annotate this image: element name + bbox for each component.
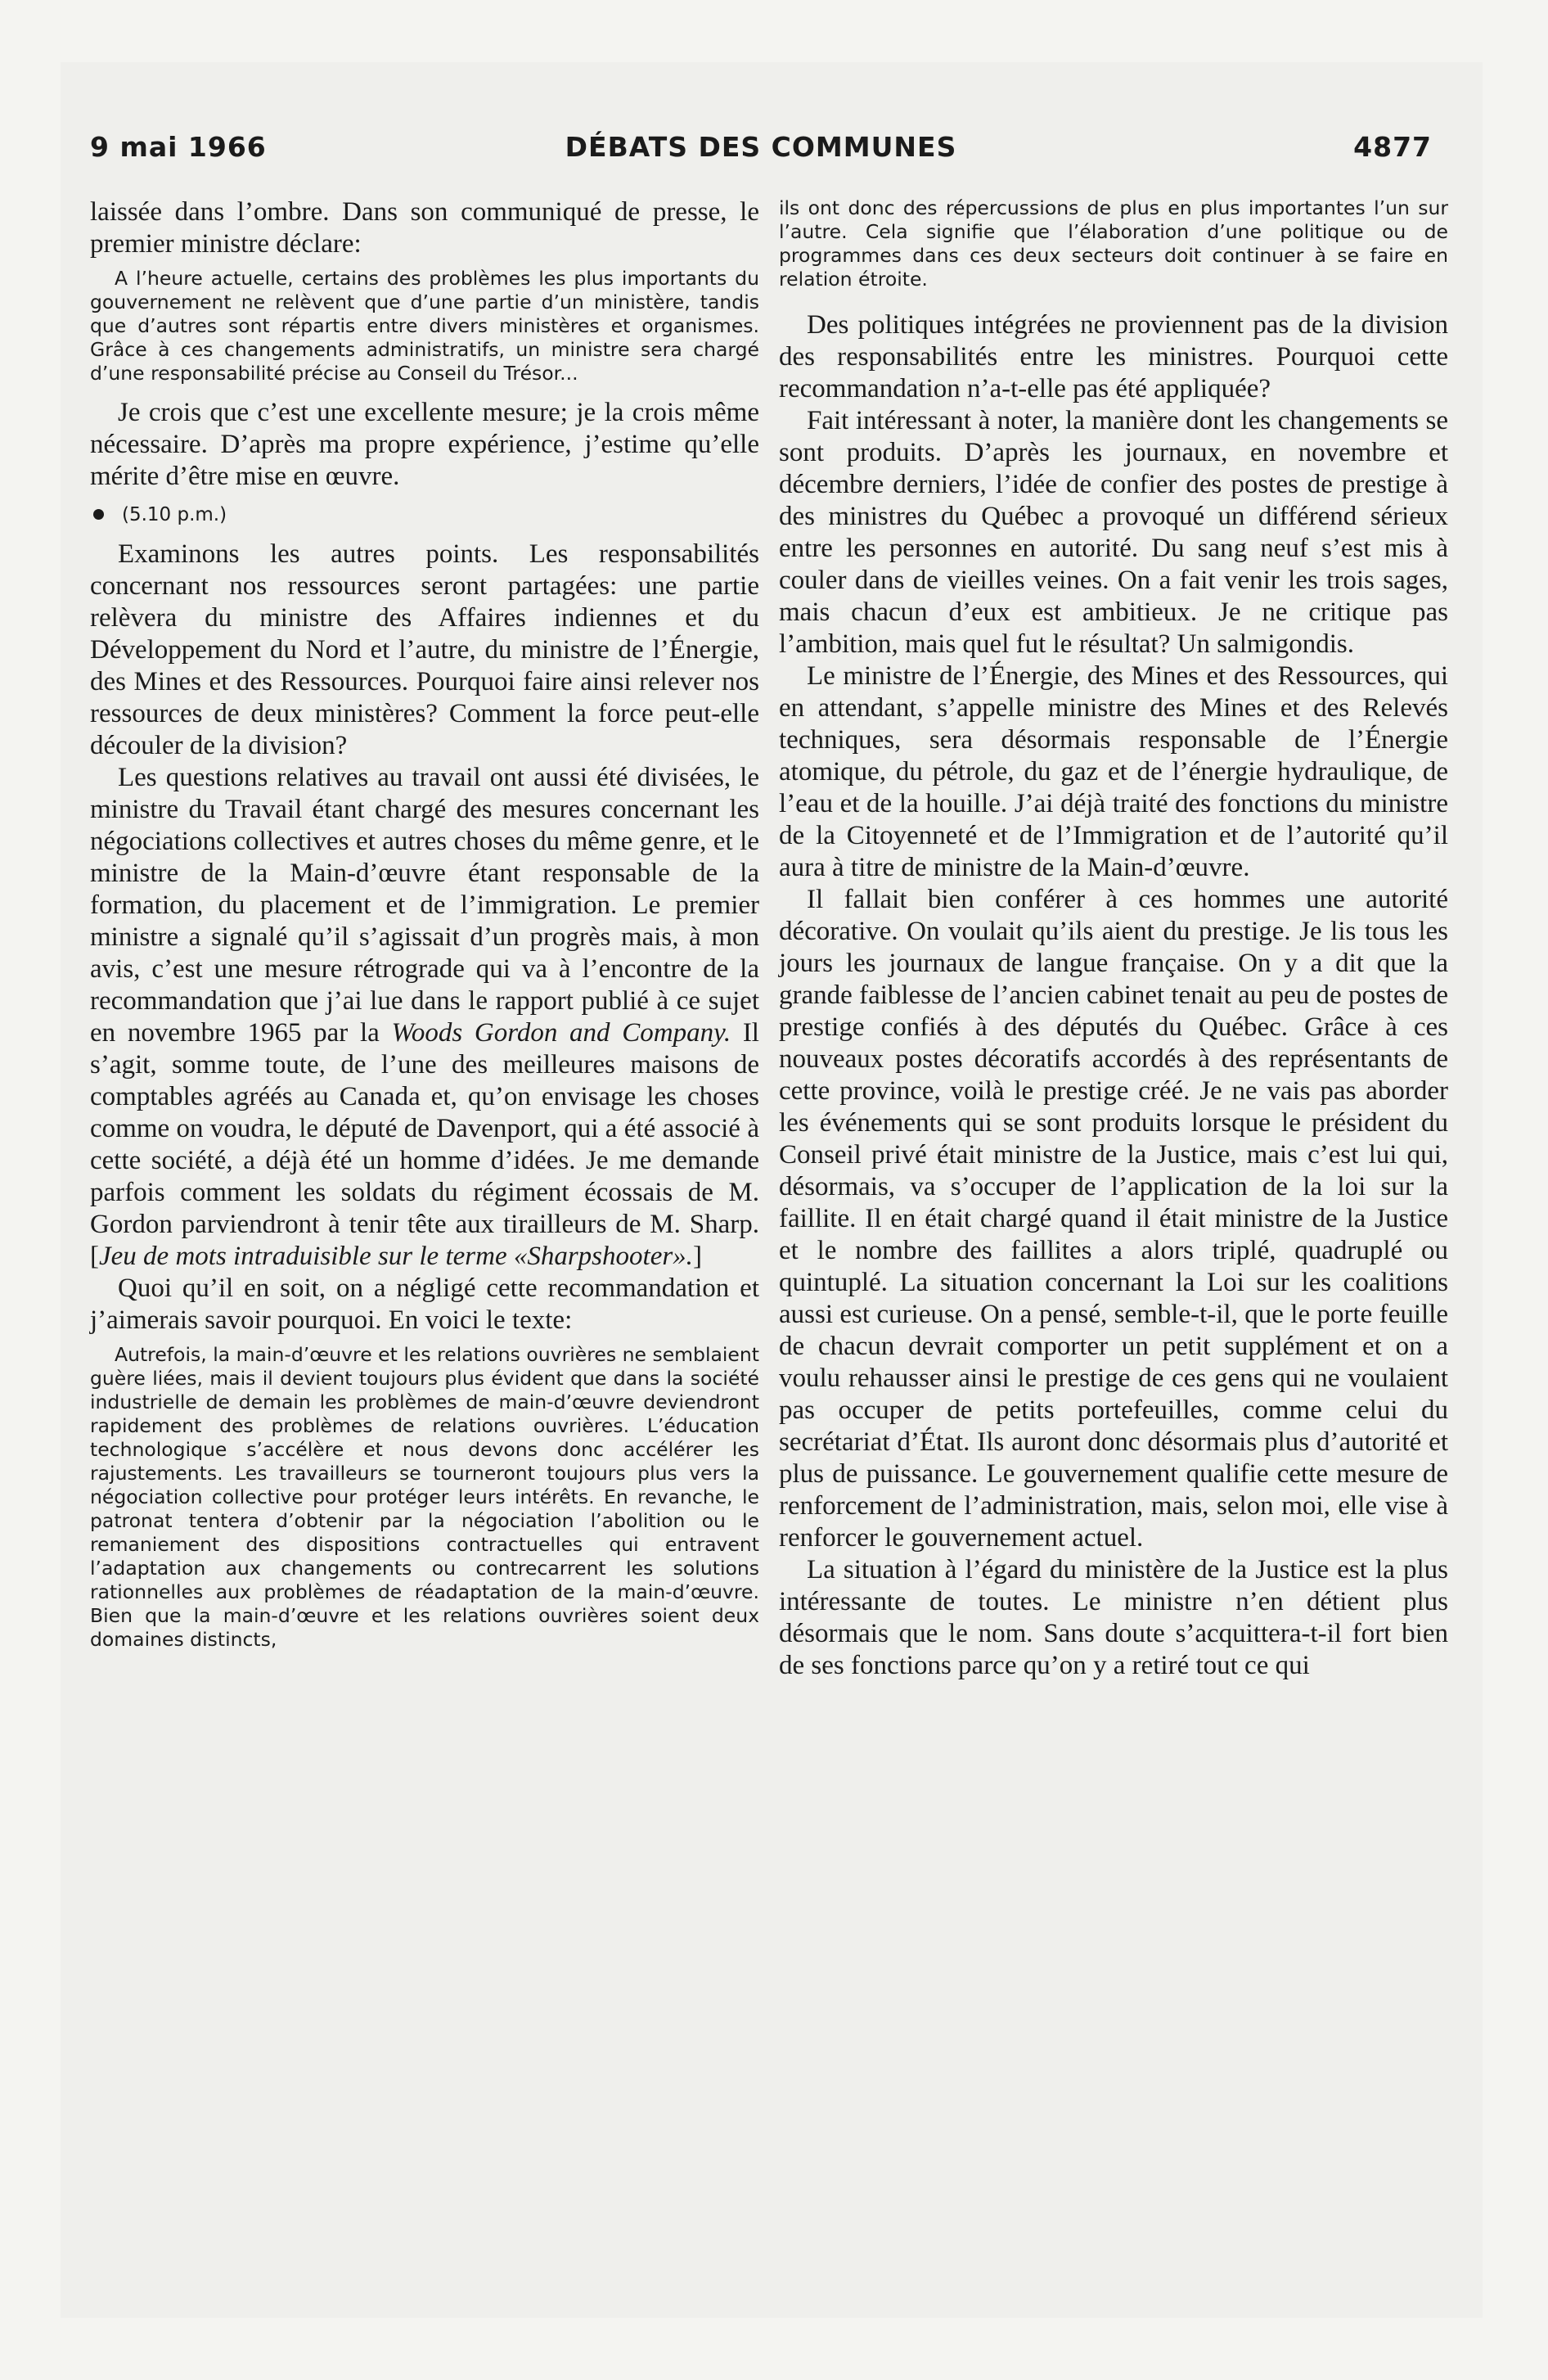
paragraph: Des politiques intégrées ne proviennent pas de la division des responsabilités entre les ministres. Pourquoi cette recommandation n’a-t-elle pas été appliquée? [779,310,1448,403]
block-quote: Autrefois, la main-d’œuvre et les relations ouvrières ne semblaient guère liées, mais il devient toujours plus évident que dans la société industrielle de demain les problèmes de main-d’œuvre deviendront rapidement des problèmes de relations ouvrières. L’éducation technologique s’accélère et nous devons donc accélérer les rajustements. Les travailleurs se tourneront toujours plus vers la négociation collective pour protéger leurs intérêts. En revanche, le patronat tentera d’obtenir par la négociation l’abolition ou le remaniement des dispositions contractuelles qui entravent l’adaptation aux changements ou contrecarrent les solutions rationnelles aux problèmes de réadaptation de la main-d’œuvre. Bien que la main-d’œuvre et les relations ouvrières soient deux domaines distincts, [90,1343,759,1651]
paragraph: Quoi qu’il en soit, on a négligé cette recommandation et j’aimerais savoir pourquoi. En voici le texte: [90,1273,759,1335]
italic-text: Woods Gordon and Company. [391,1018,731,1048]
paragraph: laissée dans l’ombre. Dans son communiqué de presse, le premier ministre déclare: [90,197,759,259]
paragraph: Il fallait bien conférer à ces hommes une autorité décorative. On voulait qu’ils aient du prestige. Je lis tous les jours les journaux de langue française. On y a dit que la grande faiblesse de l’ancien cabinet tenait au peu de postes de prestige confiés à des députés du Québec. Grâce à ces nouveaux postes décoratifs accordés à des représentants de cette province, voilà le prestige créé. Je ne vais pas aborder les événements qui se sont produits lorsque le président du Conseil privé était ministre de la Justice, mais c’est lui qui, désormais, va s’occuper de l’application de la loi sur la faillite. Il en était chargé quand il était ministre de la Justice et le nombre des faillites a alors triplé, quadruplé ou quintuplé. La situation concernant la Loi sur les coalitions aussi est curieuse. On a pensé, semble-t-il, que le porte feuille de chacun devrait comporter un petit supplément et on a voulu rehausser ainsi le prestige de ces gens qui ne voulaient pas occuper de petits portefeuilles, comme celui du secrétariat d’État. Ils auront donc désormais plus d’autorité et plus de puissance. Le gouvernement qualifie cette mesure de renforcement de l’administration, mais, selon moi, elle vise à renforcer le gouvernement actuel. [779,885,1448,1553]
header-date: 9 mai 1966 [90,131,267,163]
page-header [90,131,1432,172]
block-quote: ils ont donc des répercussions de plus en plus importantes l’un sur l’autre. Cela signifie que l’élaboration d’une politique ou de programmes dans ces deux secteurs doit continuer à se faire en relation étroite. [779,196,1448,291]
paragraph-text: Il s’agit, somme toute, de l’une des meilleures maisons de comptables agréés au Canada et, qu’on envisage les choses comme on voudra, le député de Davenport, qui a été associé à cette société, a déjà été un homme d’idées. Je me demande parfois comment les soldats du régiment écossais de M. Gordon parviendront à tenir tête aux tirailleurs de M. Sharp. [ [90,1018,759,1271]
italic-text: Jeu de mots intraduisible sur le terme «Sharpshooter». [99,1242,693,1271]
paragraph-text: ] [692,1242,702,1271]
left-column [90,196,759,1652]
paragraph: Le ministre de l’Énergie, des Mines et des Ressources, qui en attendant, s’appelle ministre des Mines et des Relevés techniques, sera désormais responsable de l’Énergie atomique, du pétrole, du gaz et de l’énergie hydraulique, de l’eau et de la houille. J’ai déjà traité des fonctions du ministre de la Citoyenneté et de l’Immigration et de l’autorité qu’il aura à titre de ministre de la Main-d’œuvre. [779,661,1448,882]
paragraph: La situation à l’égard du ministère de la Justice est la plus intéressante de toutes. Le ministre n’en détient plus désormais que le nom. Sans doute s’acquittera-t-il fort bien de ses fonctions parce qu’on y a retiré tout ce qui [779,1555,1448,1680]
header-page-number: 4877 [1353,131,1432,163]
right-column [779,196,1448,1682]
paragraph: Examinons les autres points. Les responsabilités concernant nos ressources seront partagées: une partie relèvera du ministre des Affaires indiennes et du Développement du Nord et l’autre, du ministre de l’Énergie, des Mines et des Ressources. Pourquoi faire ainsi relever nos ressources de deux ministères? Comment la force peut-elle découler de la division? [90,539,759,760]
timestamp-text: (5.10 p.m.) [122,504,227,525]
header-title: DÉBATS DES COMMUNES [565,131,957,163]
block-quote: A l’heure actuelle, certains des problèmes les plus importants du gouvernement ne relèvent que d’une partie d’un ministère, tandis que d’autres sont répartis entre divers ministères et organismes. Grâce à ces changements administratifs, un ministre sera chargé d’une responsabilité précise au Conseil du Trésor... [90,267,759,385]
paragraph: Fait intéressant à noter, la manière dont les changements se sont produits. D’après les journaux, en novembre et décembre derniers, l’idée de confier des postes de prestige à des ministres du Québec a provoqué un différend sérieux entre les personnes en autorité. Du sang neuf s’est mis à couler dans de vieilles veines. On a fait venir les trois sages, mais chacun d’eux est ambitieux. Je ne critique pas l’ambition, mais quel fut le résultat? Un salmigondis. [779,406,1448,659]
paragraph [90,762,759,1273]
timestamp [90,501,759,529]
bullet-icon [93,509,104,520]
paragraph-text: Les questions relatives au travail ont aussi été divisées, le ministre du Travail étant chargé des mesures concernant les négociations collectives et autres choses du même genre, et le ministre de la Main-d’œuvre étant responsable de la formation, du placement et de l’immigration. Le premier ministre a signalé qu’il s’agissait d’un progrès mais, à mon avis, c’est une mesure rétrograde qui va à l’encontre de la recommandation que j’ai lue dans le rapport publié à ce sujet en novembre 1965 par la [90,763,759,1048]
paragraph: Je crois que c’est une excellente mesure; je la crois même nécessaire. D’après ma propre expérience, j’estime qu’elle mérite d’être mise en œuvre. [90,398,759,491]
